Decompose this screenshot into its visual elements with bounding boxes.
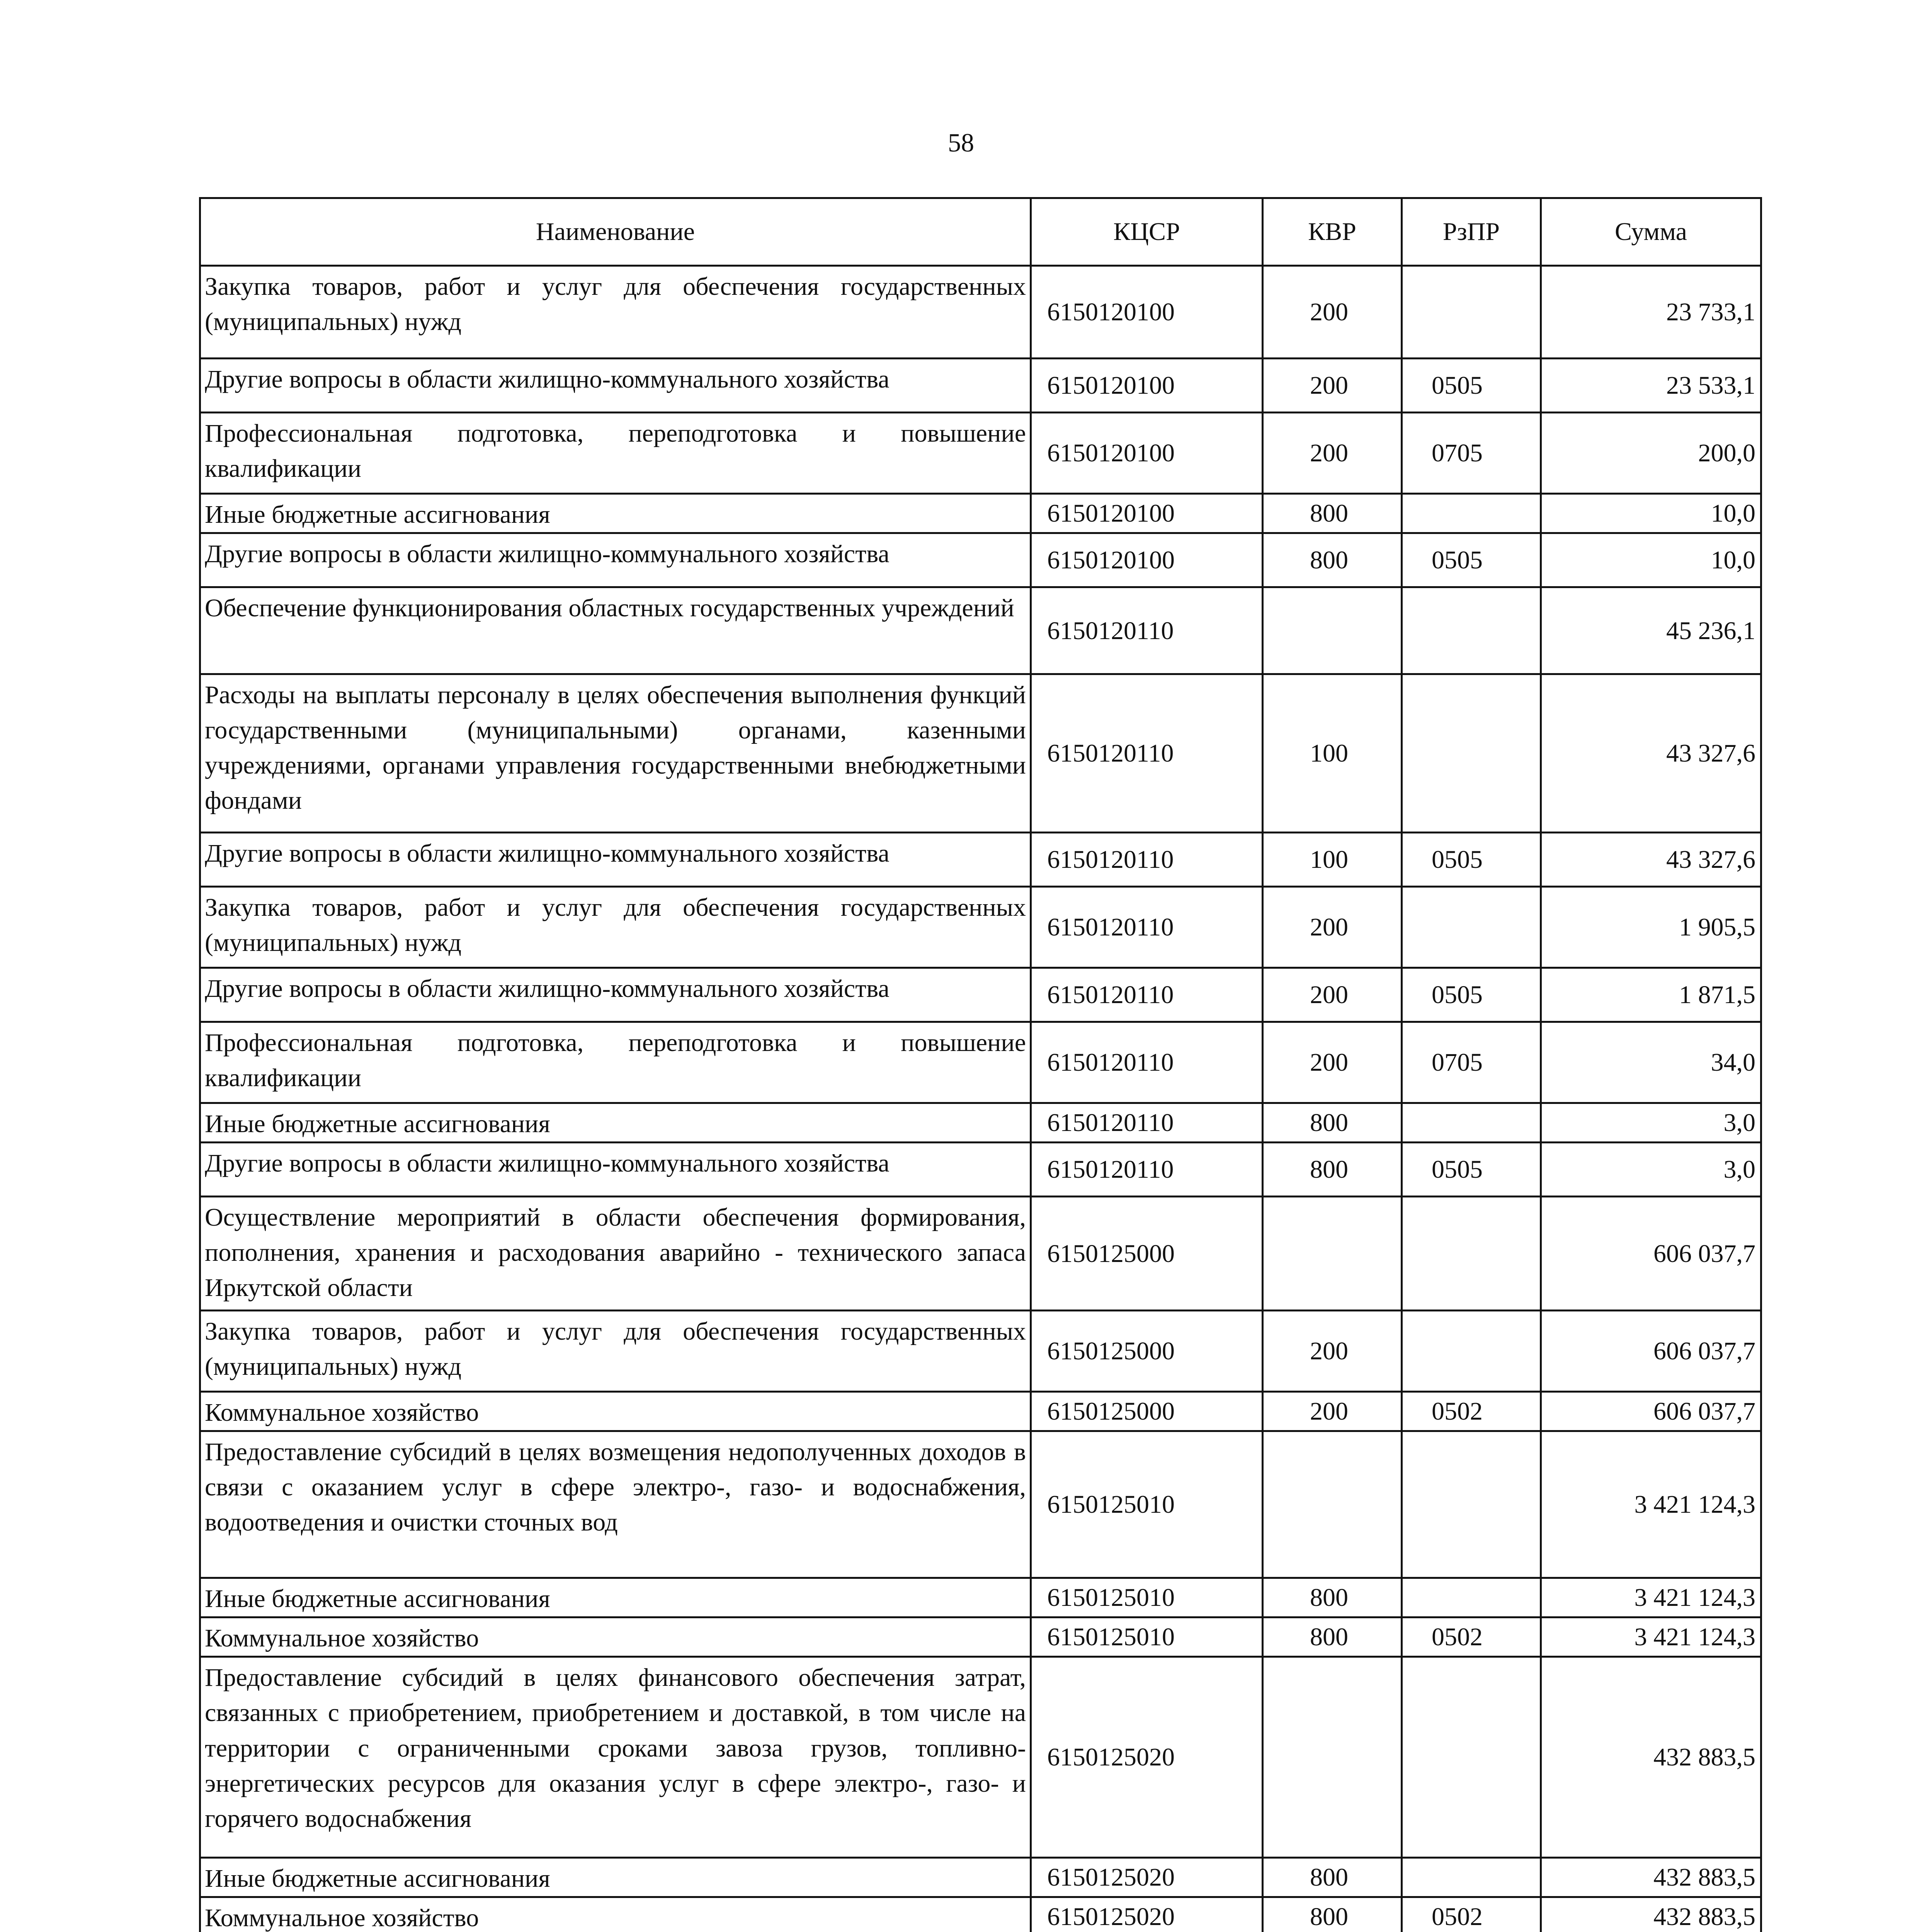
table-body: [200, 266, 1761, 1932]
cell-kcsr: 6150125020: [1031, 1897, 1263, 1932]
cell-kvr: 100: [1263, 674, 1402, 833]
cell-kvr: 200: [1263, 413, 1402, 494]
header-kvr: КВР: [1263, 198, 1402, 266]
cell-rzpr: 0505: [1402, 1143, 1541, 1197]
cell-kcsr: 6150120100: [1031, 533, 1263, 587]
cell-name: Осуществление мероприятий в области обеспечения формирования, пополнения, хранения и расходования аварийно - технического запаса Иркутской области: [200, 1197, 1031, 1311]
table-row: [200, 1103, 1761, 1143]
cell-kvr: [1263, 1431, 1402, 1578]
cell-kvr: 800: [1263, 1578, 1402, 1617]
cell-kvr: [1263, 587, 1402, 674]
cell-name: Профессиональная подготовка, переподготовка и повышение квалификации: [200, 1022, 1031, 1103]
cell-rzpr: 0502: [1402, 1897, 1541, 1932]
cell-kcsr: 6150120110: [1031, 968, 1263, 1022]
cell-sum: 45 236,1: [1541, 587, 1761, 674]
cell-name: Закупка товаров, работ и услуг для обеспечения государственных (муниципальных) нужд: [200, 887, 1031, 968]
cell-kcsr: 6150120110: [1031, 1022, 1263, 1103]
table-row: [200, 1022, 1761, 1103]
cell-rzpr: [1402, 1431, 1541, 1578]
cell-rzpr: [1402, 674, 1541, 833]
cell-kcsr: 6150125010: [1031, 1431, 1263, 1578]
cell-rzpr: 0505: [1402, 833, 1541, 887]
table-row: [200, 1143, 1761, 1197]
header-name: Наименование: [200, 198, 1031, 266]
cell-name: Расходы на выплаты персоналу в целях обеспечения выполнения функций государственными (муниципальными) органами, казенными учреждениями, органами управления государственными внебюджетными фондами: [200, 674, 1031, 833]
table-row: [200, 587, 1761, 674]
cell-sum: 606 037,7: [1541, 1392, 1761, 1431]
cell-kcsr: 6150120110: [1031, 1103, 1263, 1143]
cell-kcsr: 6150125000: [1031, 1197, 1263, 1311]
cell-rzpr: [1402, 1197, 1541, 1311]
cell-rzpr: [1402, 587, 1541, 674]
cell-name: Иные бюджетные ассигнования: [200, 1578, 1031, 1617]
cell-kvr: 100: [1263, 833, 1402, 887]
table-row: [200, 1431, 1761, 1578]
cell-name: Другие вопросы в области жилищно-коммунального хозяйства: [200, 359, 1031, 413]
cell-sum: 10,0: [1541, 494, 1761, 533]
cell-kcsr: 6150120110: [1031, 587, 1263, 674]
table-row: [200, 533, 1761, 587]
cell-kcsr: 6150125000: [1031, 1311, 1263, 1392]
cell-rzpr: [1402, 887, 1541, 968]
table-row: [200, 1617, 1761, 1657]
cell-kcsr: 6150125000: [1031, 1392, 1263, 1431]
cell-kcsr: 6150120110: [1031, 1143, 1263, 1197]
cell-rzpr: [1402, 1657, 1541, 1858]
table-row: [200, 266, 1761, 359]
cell-name: Закупка товаров, работ и услуг для обеспечения государственных (муниципальных) нужд: [200, 266, 1031, 359]
cell-name: Коммунальное хозяйство: [200, 1617, 1031, 1657]
cell-name: Предоставление субсидий в целях финансового обеспечения затрат, связанных с приобретением, приобретением и доставкой, в том числе на территории с ограниченными сроками завоза грузов, топливно-энергетических ресурсов для оказания услуг в сфере электро-, газо- и горячего водоснабжения: [200, 1657, 1031, 1858]
cell-sum: 43 327,6: [1541, 833, 1761, 887]
cell-sum: 1 871,5: [1541, 968, 1761, 1022]
table-row: [200, 1311, 1761, 1392]
cell-kvr: 800: [1263, 1858, 1402, 1897]
table-row: [200, 1657, 1761, 1858]
cell-kcsr: 6150120100: [1031, 266, 1263, 359]
cell-rzpr: [1402, 1311, 1541, 1392]
cell-kcsr: 6150120110: [1031, 887, 1263, 968]
cell-name: Закупка товаров, работ и услуг для обеспечения государственных (муниципальных) нужд: [200, 1311, 1031, 1392]
header-row: [200, 198, 1761, 266]
cell-sum: 200,0: [1541, 413, 1761, 494]
cell-kcsr: 6150125020: [1031, 1858, 1263, 1897]
cell-sum: 23 533,1: [1541, 359, 1761, 413]
cell-kvr: 800: [1263, 1103, 1402, 1143]
cell-sum: 432 883,5: [1541, 1858, 1761, 1897]
cell-name: Предоставление субсидий в целях возмещения недополученных доходов в связи с оказанием услуг в сфере электро-, газо- и водоснабжения, водоотведения и очистки сточных вод: [200, 1431, 1031, 1578]
cell-kvr: 800: [1263, 533, 1402, 587]
cell-name: Иные бюджетные ассигнования: [200, 494, 1031, 533]
cell-rzpr: [1402, 1578, 1541, 1617]
cell-name: Другие вопросы в области жилищно-коммунального хозяйства: [200, 968, 1031, 1022]
header-sum: Сумма: [1541, 198, 1761, 266]
table-row: [200, 674, 1761, 833]
cell-name: Другие вопросы в области жилищно-коммунального хозяйства: [200, 533, 1031, 587]
cell-sum: 10,0: [1541, 533, 1761, 587]
cell-name: Другие вопросы в области жилищно-коммунального хозяйства: [200, 833, 1031, 887]
cell-name: Другие вопросы в области жилищно-коммунального хозяйства: [200, 1143, 1031, 1197]
table-row: [200, 887, 1761, 968]
table-row: [200, 1897, 1761, 1932]
cell-rzpr: [1402, 1103, 1541, 1143]
cell-kcsr: 6150125010: [1031, 1617, 1263, 1657]
cell-sum: 43 327,6: [1541, 674, 1761, 833]
cell-sum: 3 421 124,3: [1541, 1578, 1761, 1617]
cell-sum: 432 883,5: [1541, 1897, 1761, 1932]
cell-rzpr: 0505: [1402, 359, 1541, 413]
cell-name: Обеспечение функционирования областных государственных учреждений: [200, 587, 1031, 674]
cell-kvr: 200: [1263, 1022, 1402, 1103]
cell-name: Иные бюджетные ассигнования: [200, 1103, 1031, 1143]
page-number: 58: [948, 128, 974, 157]
cell-name: Коммунальное хозяйство: [200, 1392, 1031, 1431]
cell-sum: 606 037,7: [1541, 1197, 1761, 1311]
table-row: [200, 413, 1761, 494]
cell-rzpr: 0505: [1402, 968, 1541, 1022]
table-row: [200, 1578, 1761, 1617]
header-kcsr: КЦСР: [1031, 198, 1263, 266]
cell-kvr: 200: [1263, 968, 1402, 1022]
table-row: [200, 1197, 1761, 1311]
cell-kvr: 800: [1263, 494, 1402, 533]
cell-kvr: [1263, 1657, 1402, 1858]
cell-sum: 432 883,5: [1541, 1657, 1761, 1858]
cell-sum: 34,0: [1541, 1022, 1761, 1103]
cell-kvr: 200: [1263, 887, 1402, 968]
cell-rzpr: 0705: [1402, 1022, 1541, 1103]
cell-rzpr: [1402, 266, 1541, 359]
table-row: [200, 1392, 1761, 1431]
cell-kvr: 200: [1263, 1311, 1402, 1392]
cell-kvr: 800: [1263, 1143, 1402, 1197]
cell-kcsr: 6150120100: [1031, 359, 1263, 413]
cell-kcsr: 6150125010: [1031, 1578, 1263, 1617]
cell-kcsr: 6150120100: [1031, 413, 1263, 494]
cell-kcsr: 6150120110: [1031, 833, 1263, 887]
cell-name: Иные бюджетные ассигнования: [200, 1858, 1031, 1897]
cell-rzpr: 0502: [1402, 1392, 1541, 1431]
cell-kvr: 200: [1263, 266, 1402, 359]
header-rzpr: РзПР: [1402, 198, 1541, 266]
cell-name: Профессиональная подготовка, переподготовка и повышение квалификации: [200, 413, 1031, 494]
table-row: [200, 968, 1761, 1022]
cell-rzpr: [1402, 1858, 1541, 1897]
cell-kcsr: 6150125020: [1031, 1657, 1263, 1858]
cell-name: Коммунальное хозяйство: [200, 1897, 1031, 1932]
cell-rzpr: 0705: [1402, 413, 1541, 494]
cell-kcsr: 6150120110: [1031, 674, 1263, 833]
cell-kvr: 200: [1263, 359, 1402, 413]
table-row: [200, 833, 1761, 887]
cell-kvr: 200: [1263, 1392, 1402, 1431]
table-row: [200, 1858, 1761, 1897]
cell-kvr: [1263, 1197, 1402, 1311]
cell-kvr: 800: [1263, 1897, 1402, 1932]
cell-sum: 23 733,1: [1541, 266, 1761, 359]
budget-table: [199, 197, 1762, 1932]
table-row: [200, 359, 1761, 413]
cell-sum: 3,0: [1541, 1103, 1761, 1143]
cell-kvr: 800: [1263, 1617, 1402, 1657]
cell-rzpr: 0505: [1402, 533, 1541, 587]
table-row: [200, 494, 1761, 533]
cell-rzpr: [1402, 494, 1541, 533]
cell-rzpr: 0502: [1402, 1617, 1541, 1657]
cell-kcsr: 6150120100: [1031, 494, 1263, 533]
cell-sum: 3,0: [1541, 1143, 1761, 1197]
cell-sum: 606 037,7: [1541, 1311, 1761, 1392]
cell-sum: 3 421 124,3: [1541, 1431, 1761, 1578]
cell-sum: 3 421 124,3: [1541, 1617, 1761, 1657]
cell-sum: 1 905,5: [1541, 887, 1761, 968]
